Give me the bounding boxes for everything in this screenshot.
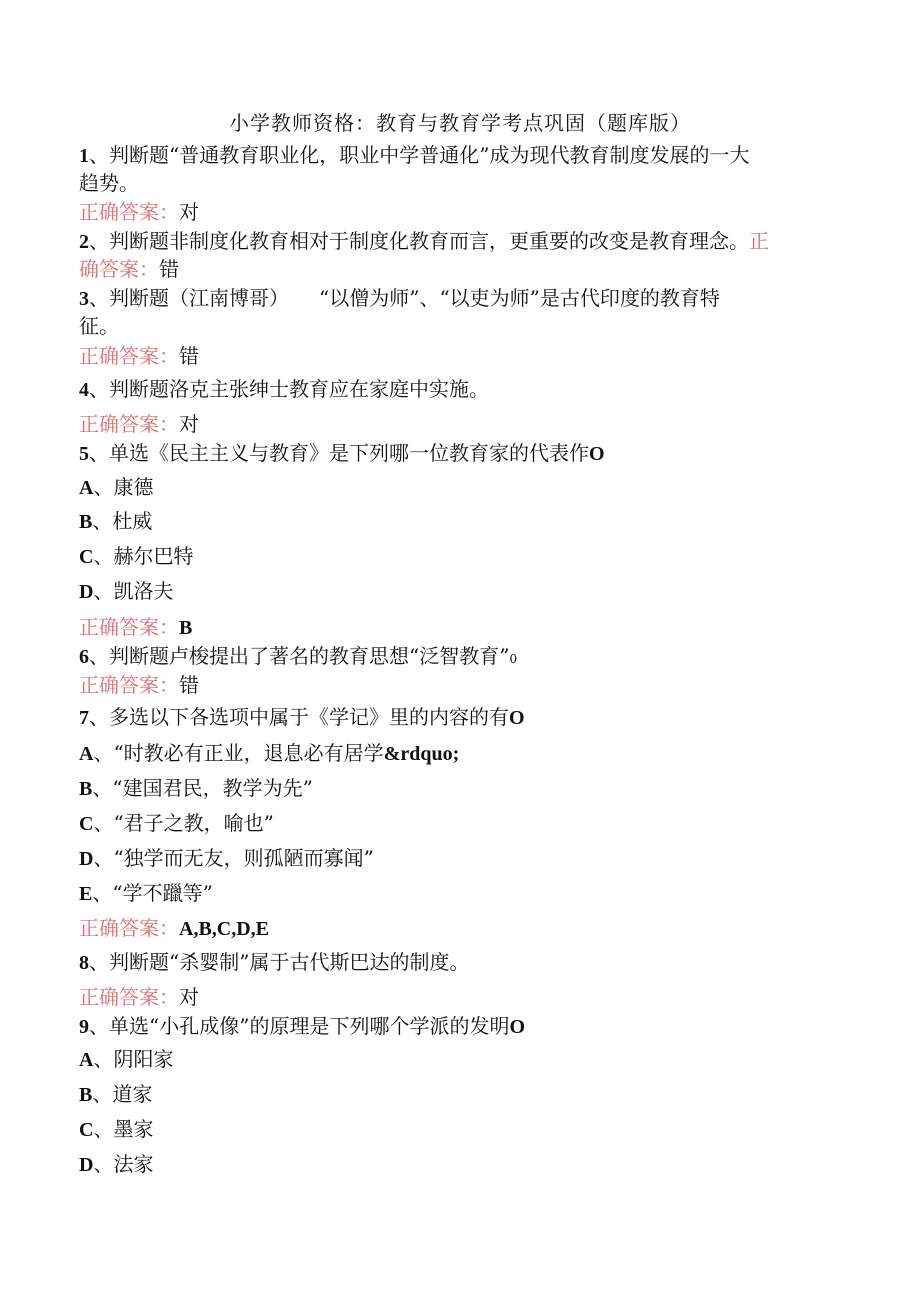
question-tail: O — [509, 1016, 526, 1038]
question-text: 、判断题卢梭提出了著名的教育思想“泛智教育” — [89, 644, 510, 668]
answer-value: 错 — [159, 257, 179, 281]
question-1 — [79, 142, 749, 169]
answer-label-part: 确答案： — [79, 257, 159, 281]
option-text: 、法家 — [93, 1152, 154, 1176]
option-text: 、杜威 — [92, 509, 153, 533]
option-letter: B — [79, 511, 93, 533]
answer-label: 正确答案： — [79, 916, 179, 940]
option-text: 、赫尔巴特 — [93, 544, 194, 568]
question-5 — [79, 440, 605, 467]
answer-value: 对 — [179, 200, 199, 224]
option-d — [79, 845, 374, 872]
option-text: 、阴阳家 — [93, 1047, 174, 1071]
option-a — [79, 474, 153, 501]
answer-label: 正确答案： — [79, 412, 179, 436]
option-b — [79, 508, 152, 535]
option-text: 、凯洛夫 — [93, 579, 174, 603]
question-tail: O — [589, 443, 605, 465]
answer-7 — [79, 915, 269, 942]
answer-value: 对 — [179, 412, 199, 436]
option-text: 、“独学而无友，则孤陋而寡闻” — [93, 846, 374, 870]
option-letter: D — [79, 848, 94, 870]
answer-label: 正确答案： — [79, 615, 179, 639]
answer-2 — [79, 256, 179, 282]
question-4 — [79, 376, 489, 403]
answer-value: 错 — [179, 673, 199, 697]
option-letter: A — [79, 477, 94, 499]
answer-label-part: 正 — [749, 229, 769, 253]
option-c — [79, 1116, 153, 1143]
question-text: 征。 — [79, 314, 119, 338]
option-text: 、道家 — [92, 1082, 153, 1106]
question-number: 5 — [79, 443, 89, 465]
document-title: 小学教师资格：教育与教育学考点巩固（题库版） — [229, 111, 691, 135]
question-text: 、多选以下各选项中属于《学记》里的内容的有 — [89, 705, 509, 729]
question-text: 、单选“小孔成像”的原理是下列哪个学派的发明 — [89, 1014, 510, 1038]
question-8 — [79, 949, 469, 976]
option-letter: D — [79, 1154, 94, 1176]
option-a — [79, 1046, 173, 1073]
option-letter: C — [79, 813, 94, 835]
question-number: 7 — [79, 707, 89, 729]
question-number: 1 — [79, 145, 89, 167]
answer-value: B — [179, 617, 193, 639]
option-text: 、康德 — [93, 475, 154, 499]
question-7 — [79, 704, 525, 731]
answer-label: 正确答案： — [79, 673, 179, 697]
option-c — [79, 543, 193, 570]
answer-4 — [79, 411, 199, 437]
question-text: 、判断题“普通教育职业化，职业中学普通化”成为现代教育制度发展的一大 — [89, 143, 750, 167]
option-b — [79, 775, 313, 802]
answer-3 — [79, 343, 199, 369]
option-c — [79, 810, 274, 837]
option-d — [79, 1151, 153, 1178]
question-number: 2 — [79, 231, 89, 253]
question-text: 、判断题“杀婴制”属于古代斯巴达的制度。 — [89, 950, 470, 974]
option-letter: C — [79, 1119, 94, 1141]
question-number: 4 — [79, 379, 89, 401]
option-e — [79, 880, 213, 907]
question-text: 趋势。 — [79, 171, 139, 195]
question-3 — [79, 285, 720, 312]
option-text: 、墨家 — [93, 1117, 154, 1141]
answer-label: 正确答案： — [79, 985, 179, 1009]
answer-label: 正确答案： — [79, 344, 179, 368]
option-text: 、“学不躐等” — [92, 881, 213, 905]
option-a — [79, 740, 459, 767]
option-letter: B — [79, 778, 93, 800]
answer-1 — [79, 199, 199, 225]
question-text: 、判断题洛克主张绅士教育应在家庭中实施。 — [89, 377, 489, 401]
answer-label: 正确答案： — [79, 200, 179, 224]
question-2 — [79, 228, 769, 255]
question-tail: 0 — [509, 652, 518, 666]
answer-5 — [79, 614, 192, 641]
question-text: 、判断题非制度化教育相对于制度化教育而言，更重要的改变是教育理念。 — [89, 229, 749, 253]
option-letter: A — [79, 1049, 94, 1071]
option-letter: A — [79, 743, 94, 765]
question-9 — [79, 1013, 525, 1040]
option-letter: E — [79, 883, 93, 905]
option-letter: D — [79, 581, 94, 603]
question-3-continued — [79, 313, 119, 339]
answer-value: A,B,C,D,E — [179, 918, 270, 940]
question-number: 6 — [79, 646, 89, 668]
question-text: 、单选《民主主义与教育》是下列哪一位教育家的代表作 — [89, 441, 589, 465]
answer-value: 对 — [179, 985, 199, 1009]
question-number: 3 — [79, 288, 89, 310]
option-text: 、“君子之教，喻也” — [93, 811, 274, 835]
question-number: 8 — [79, 952, 89, 974]
answer-value: 错 — [179, 344, 199, 368]
option-text: 、“时教必有正业，退息必有居学 — [93, 741, 384, 765]
option-letter: B — [79, 1084, 93, 1106]
question-tail: O — [509, 707, 525, 729]
option-extra: &rdquo; — [383, 743, 460, 765]
question-6 — [79, 643, 517, 672]
option-b — [79, 1081, 152, 1108]
option-d — [79, 578, 173, 605]
option-text: 、“建国君民，教学为先” — [92, 776, 313, 800]
option-letter: C — [79, 546, 94, 568]
answer-8 — [79, 984, 199, 1010]
question-text: 、判断题（江南博哥） “以僧为师”、“以吏为师”是古代印度的教育特 — [89, 286, 720, 310]
answer-6 — [79, 672, 199, 698]
question-1-continued — [79, 170, 139, 196]
question-number: 9 — [79, 1016, 89, 1038]
